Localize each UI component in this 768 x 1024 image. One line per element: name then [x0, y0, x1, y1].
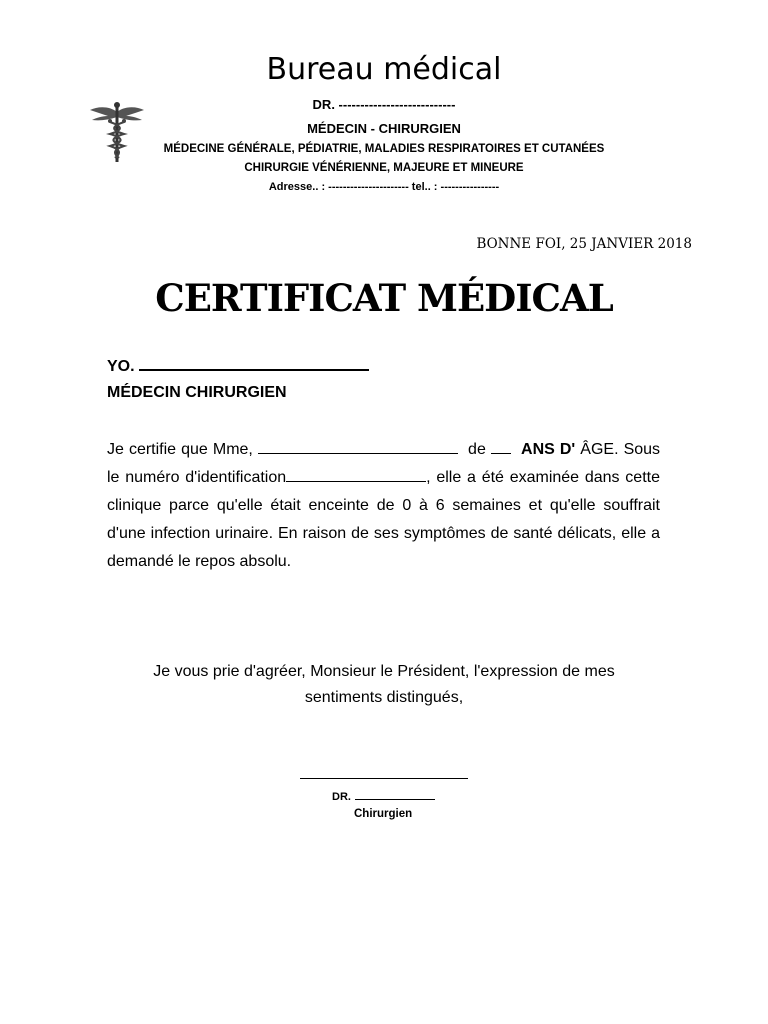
signature-line	[300, 770, 468, 779]
practice-line-1: MÉDECINE GÉNÉRALE, PÉDIATRIE, MALADIES RESPIRATOIRES ET CUTANÉES	[163, 143, 605, 155]
signature-dr-label: DR.	[332, 791, 351, 803]
office-title: Bureau médical	[266, 52, 502, 87]
doctor-role: MÉDECIN CHIRURGIEN	[107, 384, 287, 401]
body-part-3: Sous le numéro d'identification	[107, 441, 661, 486]
certificate-title: CERTIFICAT MÉDICAL	[155, 276, 613, 320]
body-part-4: , elle a été examinée dans cette clinique parce qu'elle était enceinte de 0 à 6 semaines et qu'elle souffrait d'une infection urinaire. En raison de ses symptômes de santé délicats, elle a demandé le repos absolu.	[107, 469, 660, 570]
signature-doctor	[332, 790, 435, 803]
closing-line-2: sentiments distingués,	[304, 689, 464, 706]
age-suffix: ÂGE.	[580, 441, 619, 458]
signature-name-blank	[355, 790, 435, 800]
address-line: Adresse.. : ---------------------- tel.. : ----------------	[268, 181, 500, 193]
signature-role: Chirurgien	[354, 808, 413, 820]
document-date: BONNE FOI, 25 JANVIER 2018	[476, 236, 692, 252]
doctor-name-blank	[139, 355, 369, 371]
closing-line-1: Je vous prie d'agréer, Monsieur le Président, l'expression de mes	[153, 663, 615, 680]
body-part-1: Je certifie que Mme,	[107, 441, 253, 458]
body-part-2: de	[468, 441, 486, 458]
doctor-name-field	[107, 355, 369, 376]
yo-label: YO.	[107, 358, 135, 375]
id-number-blank	[286, 467, 426, 482]
doctor-name-line: DR. ---------------------------	[312, 97, 456, 112]
patient-name-blank	[258, 439, 458, 454]
certificate-body	[107, 436, 660, 576]
age-label: ANS D'	[521, 441, 576, 458]
specialty-line: MÉDECIN - CHIRURGIEN	[307, 121, 461, 136]
age-blank	[491, 439, 511, 454]
practice-line-2: CHIRURGIE VÉNÉRIENNE, MAJEURE ET MINEURE	[244, 162, 524, 174]
closing-formula	[0, 659, 768, 711]
